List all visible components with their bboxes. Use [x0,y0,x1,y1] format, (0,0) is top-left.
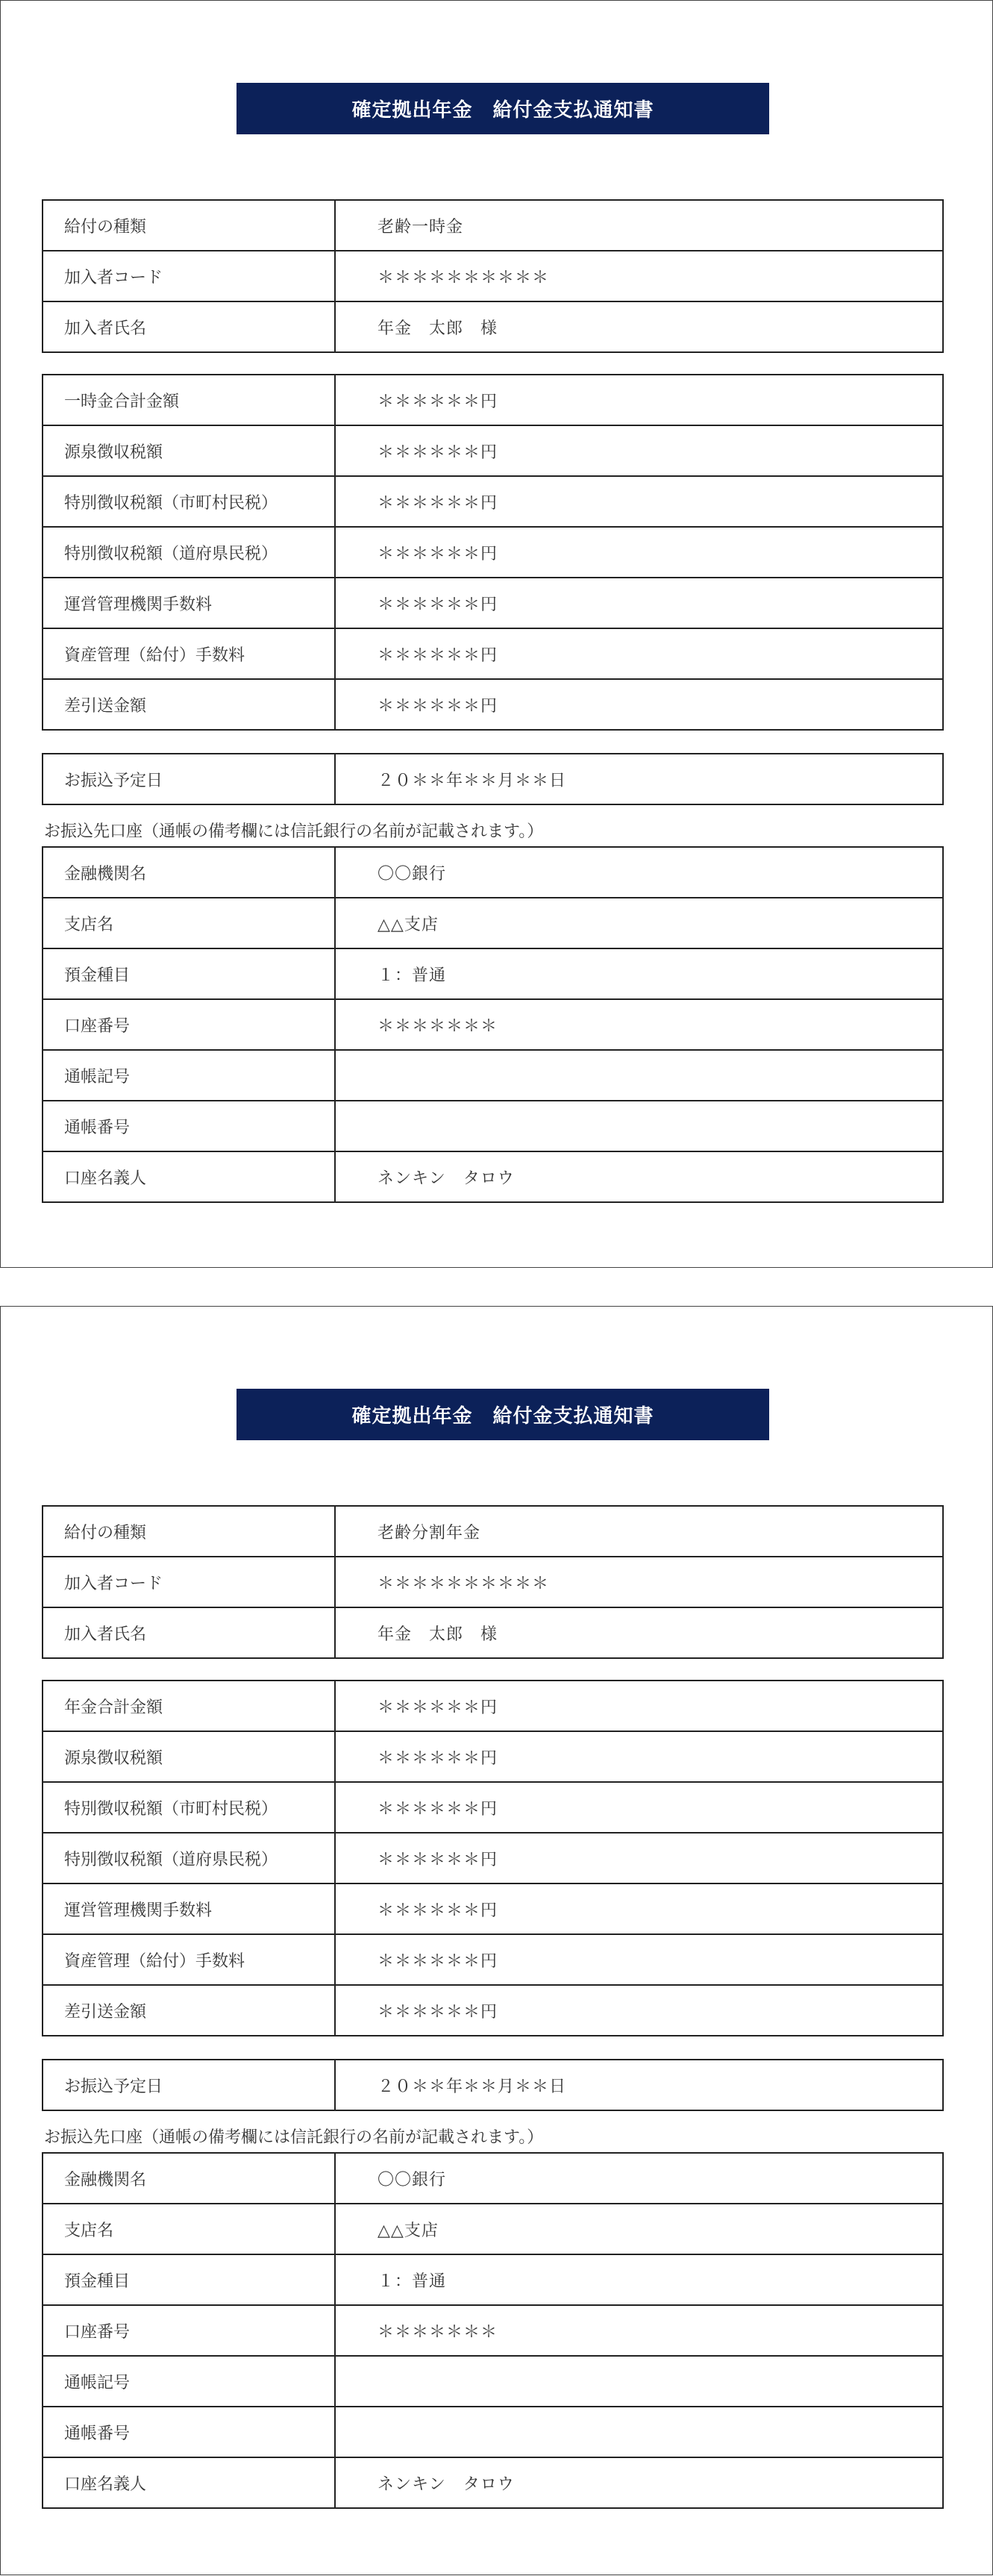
row-value: ＊＊＊＊＊＊円 [378,544,498,563]
row-value: ＊＊＊＊＊＊円 [378,1850,498,1869]
row-value: ＊＊＊＊＊＊円 [378,443,498,462]
row-label: 金融機関名 [43,2154,336,2203]
row-value: ＊＊＊＊＊＊＊＊＊＊ [378,1574,550,1593]
row-label: 差引送金額 [43,680,336,729]
table-row [43,2154,942,2203]
row-label: 給付の種類 [43,201,336,250]
row-value [336,1101,942,1151]
row-label: 差引送金額 [43,1986,336,2035]
row-label: 預金種目 [43,2255,336,2304]
table-row [43,2060,942,2110]
row-label: 資産管理（給付）手数料 [43,629,336,678]
row-label: 加入者氏名 [43,1608,336,1657]
row-value: ＊＊＊＊＊＊円 [378,1698,498,1717]
payment-notice-installment [0,1306,993,2575]
row-label: 口座番号 [43,1000,336,1049]
row-label: 特別徴収税額（市町村民税） [43,477,336,526]
table-row [43,375,942,425]
row-value: 老齢分割年金 [378,1523,481,1542]
table-row [43,301,942,351]
table-row [43,1933,942,1984]
row-label: 源泉徴収税額 [43,426,336,475]
table-row [43,475,942,526]
table-row [43,526,942,577]
row-label: お振込予定日 [43,2060,336,2110]
table-row [43,425,942,475]
row-label: 通帳番号 [43,2407,336,2457]
row-label: 通帳番号 [43,1101,336,1151]
table-row [43,848,942,897]
row-value: ＊＊＊＊＊＊円 [378,2002,498,2022]
row-value [336,1051,942,1100]
row-value: ＊＊＊＊＊＊円 [378,493,498,513]
table-row [43,1049,942,1100]
row-label: 金融機関名 [43,848,336,897]
row-label: 預金種目 [43,949,336,998]
table-row [43,754,942,804]
row-label: 口座名義人 [43,2458,336,2507]
bank-account-note: お振込先口座（通帳の備考欄には信託銀行の名前が記載されます。） [44,2128,544,2147]
row-label: 一時金合計金額 [43,375,336,425]
payment-notice-lump-sum [0,0,993,1268]
row-value: ＊＊＊＊＊＊円 [378,1799,498,1819]
row-value: ＊＊＊＊＊＊円 [378,645,498,665]
table-row [43,1507,942,1556]
row-value [336,2407,942,2457]
table-row [43,250,942,301]
row-value: ＊＊＊＊＊＊円 [378,1951,498,1971]
row-value [336,2357,942,2406]
row-value: １：普通 [378,2272,447,2291]
row-label: 運営管理機関手数料 [43,578,336,628]
row-label: 資産管理（給付）手数料 [43,1935,336,1984]
schedule-table [42,753,944,805]
row-label: 口座名義人 [43,1152,336,1201]
bank-account-note: お振込先口座（通帳の備考欄には信託銀行の名前が記載されます。） [44,822,544,841]
row-label: 年金合計金額 [43,1681,336,1731]
basic-info-table [42,199,944,353]
row-value: △△支店 [378,2221,439,2240]
row-value: △△支店 [378,915,439,934]
row-value: 老齢一時金 [378,217,464,237]
table-row [43,2457,942,2507]
table-row [43,678,942,729]
row-label: 特別徴収税額（道府県民税） [43,528,336,577]
row-value: ＊＊＊＊＊＊円 [378,1748,498,1768]
row-label: 加入者コード [43,251,336,301]
table-row [43,2254,942,2304]
row-value: 〇〇銀行 [378,864,447,884]
table-row [43,1883,942,1933]
row-value: ネンキン タロウ [378,1169,515,1188]
row-value: ＊＊＊＊＊＊円 [378,392,498,411]
row-label: 運営管理機関手数料 [43,1884,336,1933]
table-row [43,628,942,678]
table-row [43,577,942,628]
notice-title: 確定拠出年金 給付金支払通知書 [236,83,769,134]
table-row [43,201,942,250]
row-value: 年金 太郎 様 [378,1625,498,1644]
row-value: ＊＊＊＊＊＊円 [378,696,498,716]
row-label: 給付の種類 [43,1507,336,1556]
table-row [43,1984,942,2035]
row-label: 特別徴収税額（市町村民税） [43,1783,336,1832]
row-label: 通帳記号 [43,2357,336,2406]
table-row [43,1731,942,1781]
table-row [43,1100,942,1151]
table-row [43,897,942,948]
row-label: お振込予定日 [43,754,336,804]
table-row [43,1556,942,1607]
table-row [43,2355,942,2406]
table-row [43,2203,942,2254]
basic-info-table [42,1505,944,1659]
table-row [43,2406,942,2457]
row-value: ＊＊＊＊＊＊＊ [378,1016,498,1036]
row-value: ２０＊＊年＊＊月＊＊日 [378,771,567,790]
table-row [43,998,942,1049]
table-row [43,2304,942,2355]
row-value: ＊＊＊＊＊＊円 [378,1901,498,1920]
amount-table [42,374,944,731]
notice-title: 確定拠出年金 給付金支払通知書 [236,1389,769,1440]
row-value: 〇〇銀行 [378,2170,447,2189]
amount-table [42,1680,944,2036]
table-row [43,1781,942,1832]
table-row [43,1681,942,1731]
bank-account-table [42,2152,944,2509]
table-row [43,1151,942,1201]
table-row [43,948,942,998]
row-value: ＊＊＊＊＊＊＊ [378,2322,498,2342]
bank-account-table [42,846,944,1203]
row-value: ２０＊＊年＊＊月＊＊日 [378,2077,567,2096]
row-value: 年金 太郎 様 [378,319,498,338]
table-row [43,1832,942,1883]
row-label: 口座番号 [43,2306,336,2355]
row-label: 加入者氏名 [43,302,336,351]
row-label: 支店名 [43,898,336,948]
schedule-table [42,2059,944,2111]
row-value: ＊＊＊＊＊＊円 [378,595,498,614]
table-row [43,1607,942,1657]
row-label: 特別徴収税額（道府県民税） [43,1833,336,1883]
row-value: １：普通 [378,966,447,985]
row-value: ＊＊＊＊＊＊＊＊＊＊ [378,268,550,287]
row-label: 支店名 [43,2204,336,2254]
row-label: 源泉徴収税額 [43,1732,336,1781]
row-label: 通帳記号 [43,1051,336,1100]
row-label: 加入者コード [43,1557,336,1607]
row-value: ネンキン タロウ [378,2475,515,2494]
